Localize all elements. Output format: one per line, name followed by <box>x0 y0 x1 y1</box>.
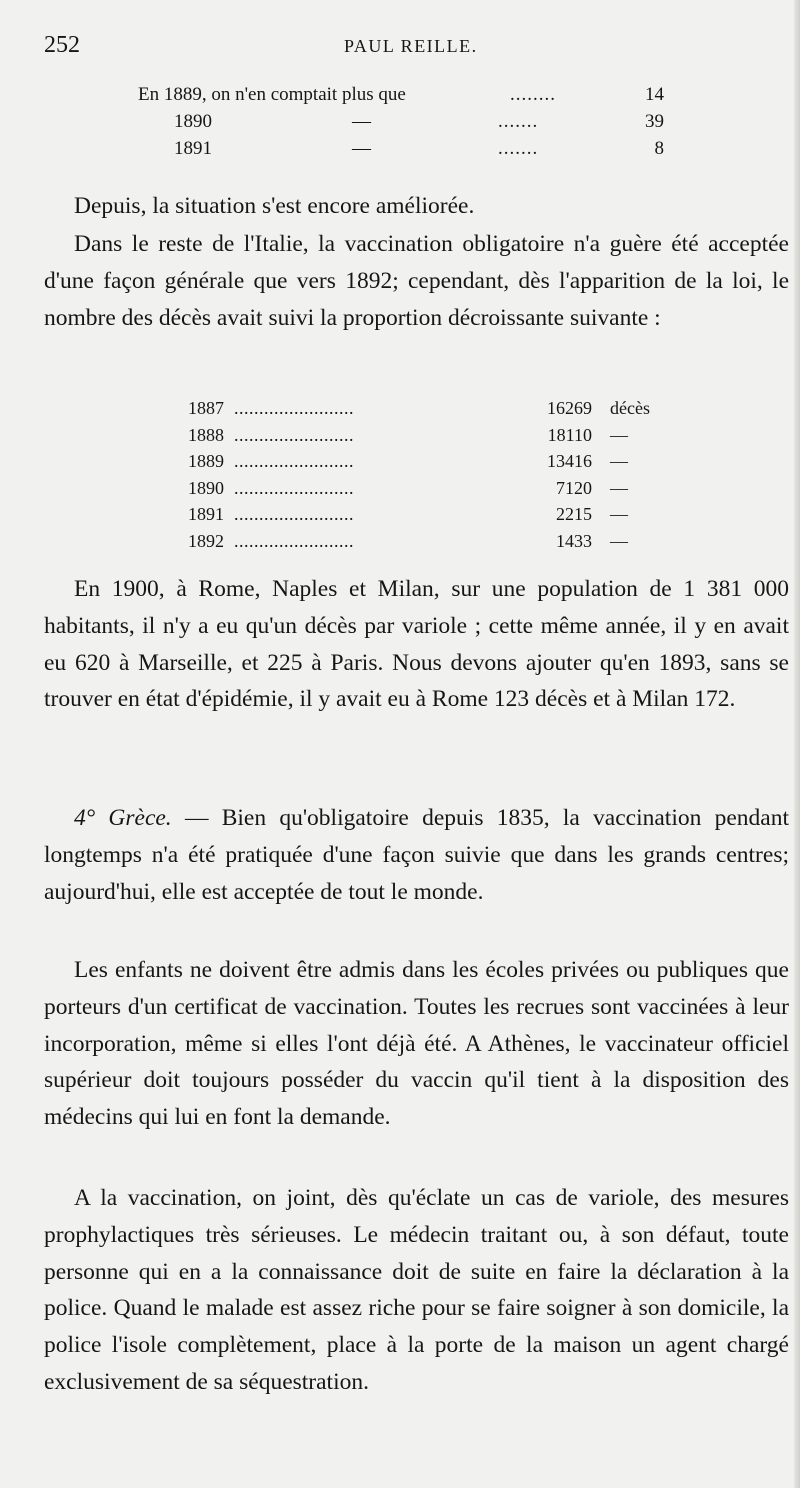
table-row <box>188 451 658 478</box>
table-value: 2215 <box>556 504 592 525</box>
section-heading: 4° Grèce. <box>74 805 172 831</box>
table-year: 1892 <box>188 530 224 551</box>
paragraph: En 1900, à Rome, Naples et Milan, sur une population de 1 381 000 habitants, il n'y a eu qu'un décès par variole ; cette même année, il y en avait eu 620 à Marseille, et 225 à Paris. Nous devons ajouter qu'en 1893, sans se trouver en état d'épidémie, il y avait eu à Rome 123 décès et à Milan 172. <box>44 576 789 713</box>
table-value: 14 <box>645 84 664 105</box>
paragraph: Dans le reste de l'Italie, la vaccination obligatoire n'a guère été acceptée d'une façon générale que vers 1892; cependant, dès l'apparition de la loi, le nombre des décès avait suivi la proportion décroissante suivante : <box>44 231 789 331</box>
table-year: 1889 <box>188 451 224 472</box>
table-value: 8 <box>654 138 664 159</box>
table-value: 39 <box>645 111 664 132</box>
leader-dots: ....... <box>498 138 539 159</box>
running-title: PAUL REILLE. <box>344 36 478 56</box>
table-value: 16269 <box>547 398 592 418</box>
table-row <box>188 504 658 531</box>
ditto-dash: — <box>610 504 628 525</box>
leader-dots: ........................ <box>234 398 354 418</box>
page-edge-shadow <box>794 0 800 1488</box>
paragraph: Les enfants ne doivent être admis dans les écoles privées ou publiques que porteurs d'un certificat de vaccination. Toutes les recrues sont vaccinées à leur incorporation, même si elles l'ont déjà été. A Athènes, le vaccinateur officiel supérieur doit toujours posséder du vaccin qu'il tient à la disposition des médecins qui lui en font la demande. <box>44 957 789 1131</box>
table-year: 1891 <box>174 138 212 159</box>
page-header <box>44 32 784 72</box>
paragraph: A la vaccination, on joint, dès qu'éclate un cas de variole, des mesures prophylactiques très sérieuses. Le médecin traitant ou, à son défaut, toute personne qui en a la connaissance doit de suite en faire la déclaration à la police. Quand le malade est assez riche pour se faire soigner à son domicile, la police l'isole complètement, place à la porte de la maison un agent chargé exclusivement de sa séquestration. <box>44 1185 789 1395</box>
table-value: 13416 <box>547 451 592 472</box>
ditto-dash: — <box>610 477 628 498</box>
leader-dots: ........................ <box>234 477 354 498</box>
ditto-dash: — <box>610 530 628 551</box>
table-unit: décès <box>610 398 650 418</box>
table-year: 1890 <box>188 477 224 498</box>
table-row <box>188 425 658 452</box>
table-value: 18110 <box>547 424 592 445</box>
deaths-table <box>188 398 658 558</box>
ditto-dash: — <box>610 424 628 445</box>
table-row <box>188 478 658 505</box>
leader-dots: ........................ <box>234 504 354 525</box>
leader-dots: ........................ <box>234 451 354 472</box>
table-year: 1888 <box>188 424 224 445</box>
table-year: 1891 <box>188 504 224 525</box>
leader-dots: ....... <box>498 111 539 132</box>
table-row <box>138 138 664 165</box>
table-row <box>138 84 664 111</box>
table-row <box>188 398 658 425</box>
vaccination-count-table <box>138 84 664 165</box>
table-intro <box>138 84 406 106</box>
section-body: — Bien qu'obligatoire depuis 1835, la vaccination pendant longtemps n'a été pratiquée d'une façon suivie que dans les grands centres; aujourd'hui, elle est acceptée de tout le monde. <box>44 805 789 905</box>
leader-dots: ........................ <box>234 424 354 445</box>
page-number: 252 <box>44 32 80 58</box>
ditto-dash: — <box>352 138 371 159</box>
table-row <box>138 111 664 138</box>
table-intro-text: En 1889, on n'en comptait plus que <box>138 84 406 105</box>
leader-dots: ........................ <box>234 530 354 551</box>
table-year: 1890 <box>174 111 212 132</box>
table-value: 1433 <box>556 530 592 551</box>
table-year: 1887 <box>188 398 224 418</box>
paragraph-greece <box>44 800 789 910</box>
ditto-dash: — <box>352 111 371 132</box>
paragraph: Depuis, la situation s'est encore améliorée. <box>74 193 475 219</box>
table-value: 7120 <box>556 477 592 498</box>
table-row <box>188 531 658 558</box>
ditto-dash: — <box>610 451 628 472</box>
leader-dots: ........ <box>510 84 556 105</box>
